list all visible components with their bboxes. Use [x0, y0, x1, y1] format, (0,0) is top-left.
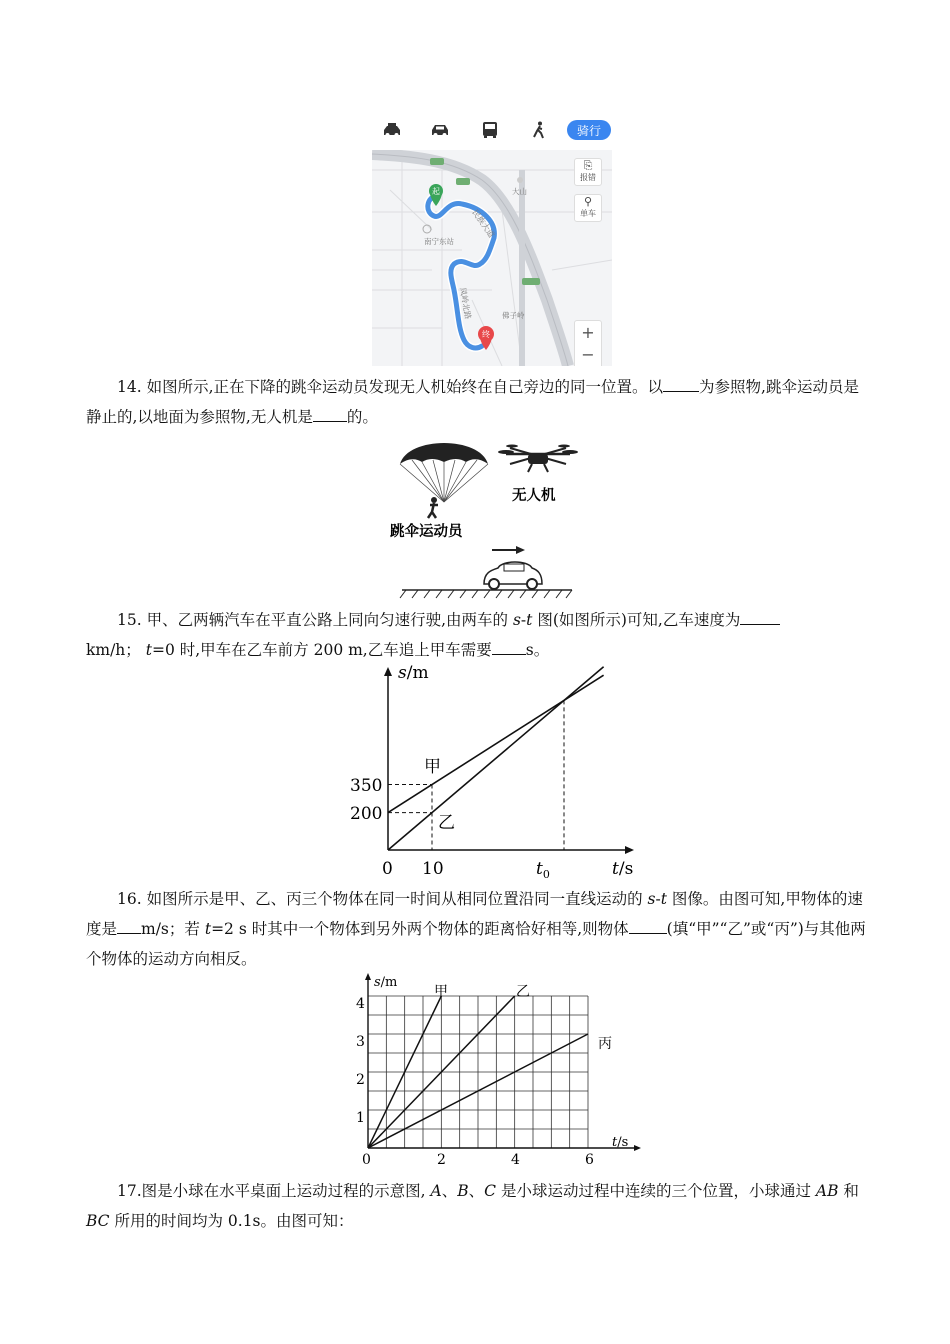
station-icon	[423, 225, 431, 233]
q16-blank-1[interactable]	[117, 919, 141, 934]
walk-icon[interactable]	[527, 120, 551, 140]
q14-blank-1[interactable]	[663, 377, 699, 392]
zoom-control	[574, 320, 602, 366]
place-label-2: 大山	[512, 187, 527, 196]
q16-text-2: 图像。由图可知,甲物体的速度是	[86, 890, 863, 938]
tab-cycling[interactable]: 骑行	[567, 120, 611, 140]
q16-unit: m/s；若	[141, 920, 205, 938]
chart2-xtick-6: 6	[585, 1152, 594, 1168]
chart1-t0-label: $t_0$	[536, 859, 550, 881]
chart2-series-jia: 甲	[434, 984, 448, 1000]
q15-var-s: s	[512, 611, 521, 629]
q15-blank-2[interactable]	[492, 640, 526, 655]
chart2-ytick-3: 3	[356, 1034, 365, 1050]
q17-segment-bc: BC	[86, 1212, 110, 1230]
chart1-x-label: t/s	[612, 859, 634, 879]
q15-var-t: t	[526, 611, 533, 629]
chart2-x-label: t/s	[612, 1135, 629, 1150]
zoom-out-button[interactable]: −	[581, 345, 595, 364]
taxi-icon[interactable]	[380, 120, 404, 140]
chart1-origin: 0	[382, 859, 393, 879]
q16-t-var: t	[204, 920, 212, 938]
question-14	[86, 372, 866, 432]
chart1-series-line-1	[388, 675, 604, 812]
end-marker-label: 终	[482, 330, 490, 339]
road-label-1: 民族大道	[470, 207, 497, 240]
q16-text-3: =2 s 时其中一个物体到另外两个物体的距离恰好相等,则物体	[211, 920, 629, 938]
q15-dash: -	[520, 611, 527, 629]
parachute-drone-figure	[388, 432, 578, 604]
chart-st-three-objects	[340, 970, 650, 1170]
transport-tabs	[372, 114, 612, 148]
start-marker-label: 起	[432, 187, 440, 196]
chart1-series-yi: 乙	[438, 813, 455, 833]
place-label-3: 佛子岭	[502, 311, 525, 320]
chart2-series-bing: 丙	[598, 1036, 612, 1052]
question-15	[86, 605, 866, 665]
bike-icon: ⚲	[583, 195, 593, 208]
q17-text-2: 是小球运动过程中连续的三个位置，小球通过	[496, 1182, 816, 1200]
chart2-xtick-2: 2	[437, 1152, 446, 1168]
route-map-figure	[372, 114, 612, 366]
q17-segment-ab: AB	[815, 1182, 839, 1200]
q17-text-3: 所用的时间均为 0.1s。由图可知：	[109, 1212, 354, 1230]
q15-text-4: s。	[525, 641, 550, 659]
zoom-in-button[interactable]: +	[581, 323, 595, 342]
q17-point-a: A	[430, 1182, 442, 1200]
q17-text-1: 17.图是小球在水平桌面上运动过程的示意图,	[117, 1182, 431, 1200]
chart2-ytick-2: 2	[356, 1072, 365, 1088]
car-icon[interactable]	[428, 120, 452, 140]
q17-and: 和	[838, 1182, 859, 1200]
report-label: 报错	[580, 173, 596, 182]
chart1-series-line-2	[388, 667, 604, 850]
report-error-button[interactable]	[574, 158, 602, 186]
chart2-origin: 0	[362, 1152, 371, 1168]
place-label-1: 南宁东站	[424, 237, 454, 246]
q17-point-c: C	[484, 1182, 497, 1200]
poi-icon	[517, 177, 523, 183]
q14-text-3: 的。	[346, 408, 378, 426]
chart2-y-label: s/m	[374, 975, 398, 990]
parachutist-illustration	[400, 443, 488, 518]
q15-text-3: =0 时,甲车在乙车前方 200 m,乙车追上甲车需要	[151, 641, 492, 659]
chart1-xtick-10: 10	[422, 859, 444, 879]
ground-hatching	[400, 590, 572, 598]
bike-label: 单车	[580, 209, 596, 218]
bus-icon[interactable]	[478, 120, 502, 140]
chart1-ytick-200: 200	[350, 804, 383, 824]
road-label-2: 凤岭北路	[458, 286, 473, 320]
parachutist-label: 跳伞运动员	[390, 524, 463, 540]
q17-point-b: B	[457, 1182, 469, 1200]
q16-blank-2[interactable]	[629, 919, 667, 934]
chart2-y-arrow	[365, 973, 371, 980]
q17-sep-1: 、	[441, 1182, 458, 1200]
chart1-y-arrow	[384, 667, 392, 676]
drone-label: 无人机	[512, 488, 556, 504]
report-icon: ⎘	[583, 159, 593, 172]
chart1-ytick-350: 350	[350, 776, 383, 796]
chart1-x-arrow	[625, 846, 634, 854]
chart-st-cars	[340, 664, 640, 884]
q14-text-2: 为参照物,跳伞运动员是静止的,以地面为参照物,无人机是	[86, 378, 859, 426]
q14-text-1: 14. 如图所示,正在下降的跳伞运动员发现无人机始终在自己旁边的同一位置。以	[117, 378, 664, 396]
chart2-ytick-1: 1	[356, 1110, 365, 1126]
q16-dash: -	[655, 890, 661, 908]
q16-text-4: (填“甲”“乙”或“丙”)与其他两个物体的运动方向相反。	[86, 920, 866, 968]
bike-button[interactable]	[574, 194, 602, 222]
question-17	[86, 1176, 866, 1236]
q16-var-t: t	[660, 890, 667, 908]
q15-unit: km/h；	[86, 641, 141, 659]
q17-sep-2: 、	[468, 1182, 485, 1200]
chart2-series-yi: 乙	[516, 984, 530, 1000]
chart2-x-arrow	[634, 1145, 641, 1151]
chart1-series-jia: 甲	[424, 757, 441, 777]
q15-blank-1[interactable]	[740, 610, 780, 625]
q15-text-1: 15. 甲、乙两辆汽车在平直公路上同向匀速行驶,由两车的	[117, 611, 513, 629]
chart2-ytick-4: 4	[356, 996, 365, 1012]
q15-text-2: 图(如图所示)可知,乙车速度为	[532, 611, 741, 629]
drone-illustration	[498, 445, 578, 473]
chart2-xtick-4: 4	[511, 1152, 520, 1168]
q16-text-1: 16. 如图所示是甲、乙、丙三个物体在同一时间从相同位置沿同一直线运动的	[117, 890, 648, 908]
chart1-y-label: s/m	[398, 664, 429, 683]
q15-t-var: t	[145, 641, 152, 659]
q16-var-s: s	[647, 890, 656, 908]
car-illustration	[484, 546, 542, 589]
map-view[interactable]	[372, 150, 612, 366]
q14-blank-2[interactable]	[313, 407, 347, 422]
question-16	[86, 884, 866, 974]
